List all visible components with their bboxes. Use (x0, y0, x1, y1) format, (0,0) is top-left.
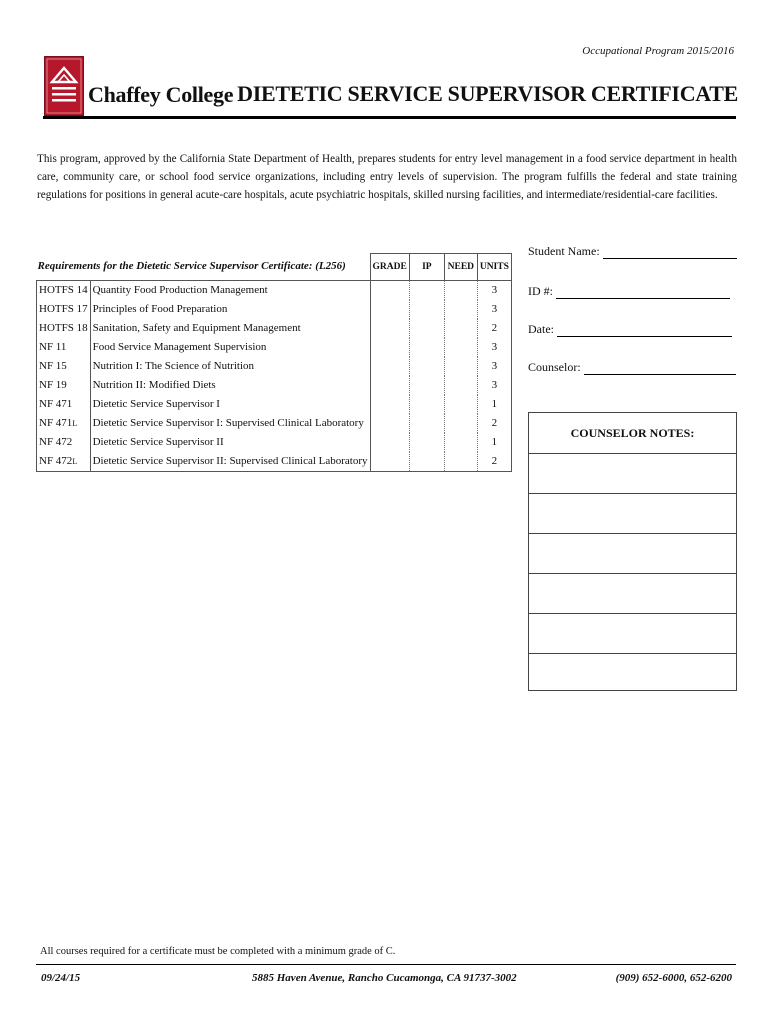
requirements-heading: Requirements for the Dietetic Service Supervisor Certificate: (L256) (37, 260, 346, 273)
course-code: HOTFS 18 (37, 319, 91, 338)
course-title: Food Service Management Supervision (90, 338, 370, 357)
course-title: Principles of Food Preparation (90, 300, 370, 319)
course-row (37, 376, 512, 395)
need-cell[interactable] (444, 452, 477, 472)
course-row (37, 281, 512, 301)
grade-cell[interactable] (370, 433, 409, 452)
course-title: Dietetic Service Supervisor I: Supervised Clinical Laboratory (90, 414, 370, 433)
need-cell[interactable] (444, 300, 477, 319)
counselor-notes-line[interactable] (529, 534, 736, 574)
counselor-notes-heading: COUNSELOR NOTES: (529, 413, 736, 454)
course-units: 3 (477, 376, 511, 395)
course-code: NF 11 (37, 338, 91, 357)
ip-cell[interactable] (409, 281, 444, 301)
grade-cell[interactable] (370, 414, 409, 433)
grade-cell[interactable] (370, 357, 409, 376)
certificate-title: DIETETIC SERVICE SUPERVISOR CERTIFICATE (237, 81, 738, 106)
id-label: ID #: (528, 284, 553, 298)
student-name-field[interactable] (528, 244, 737, 259)
ip-cell[interactable] (409, 414, 444, 433)
course-title: Nutrition II: Modified Diets (90, 376, 370, 395)
course-code: NF 471 (37, 395, 91, 414)
need-cell[interactable] (444, 319, 477, 338)
course-code: HOTFS 17 (37, 300, 91, 319)
footer-divider (36, 964, 736, 965)
column-header-ip: IP (409, 254, 444, 281)
college-name: Chaffey College (88, 82, 234, 107)
header-divider (43, 116, 736, 119)
grade-requirement-note: All courses required for a certificate must be completed with a minimum grade of C. (40, 946, 396, 957)
date-line[interactable] (557, 324, 732, 337)
grade-cell[interactable] (370, 300, 409, 319)
need-cell[interactable] (444, 357, 477, 376)
footer-phone: (909) 652-6000, 652-6200 (615, 972, 732, 984)
id-line[interactable] (556, 286, 730, 299)
course-units: 3 (477, 357, 511, 376)
course-row (37, 357, 512, 376)
ip-cell[interactable] (409, 433, 444, 452)
need-cell[interactable] (444, 433, 477, 452)
need-cell[interactable] (444, 338, 477, 357)
ip-cell[interactable] (409, 357, 444, 376)
course-title: Sanitation, Safety and Equipment Management (90, 319, 370, 338)
course-row (37, 414, 512, 433)
ip-cell[interactable] (409, 300, 444, 319)
course-units: 3 (477, 300, 511, 319)
course-title: Dietetic Service Supervisor II (90, 433, 370, 452)
course-units: 2 (477, 414, 511, 433)
counselor-notes-line[interactable] (529, 454, 736, 494)
course-title: Dietetic Service Supervisor I (90, 395, 370, 414)
requirements-table (36, 253, 512, 472)
course-row (37, 319, 512, 338)
need-cell[interactable] (444, 376, 477, 395)
course-units: 1 (477, 433, 511, 452)
footer-address: 5885 Haven Avenue, Rancho Cucamonga, CA 91737-3002 (252, 972, 517, 984)
counselor-notes-line[interactable] (529, 614, 736, 654)
counselor-notes-line[interactable] (529, 654, 736, 693)
column-header-grade: GRADE (370, 254, 409, 281)
column-header-need: NEED (444, 254, 477, 281)
column-header-units: UNITS (477, 254, 511, 281)
course-row (37, 300, 512, 319)
course-units: 2 (477, 319, 511, 338)
course-code: NF 15 (37, 357, 91, 376)
program-year: Occupational Program 2015/2016 (582, 45, 734, 57)
course-units: 3 (477, 338, 511, 357)
course-row (37, 452, 512, 472)
grade-cell[interactable] (370, 319, 409, 338)
date-label: Date: (528, 322, 554, 336)
course-code: HOTFS 14 (37, 281, 91, 301)
need-cell[interactable] (444, 395, 477, 414)
id-field[interactable] (528, 284, 730, 299)
ip-cell[interactable] (409, 319, 444, 338)
ip-cell[interactable] (409, 338, 444, 357)
course-title: Nutrition I: The Science of Nutrition (90, 357, 370, 376)
course-units: 3 (477, 281, 511, 301)
student-name-label: Student Name: (528, 244, 600, 258)
grade-cell[interactable] (370, 338, 409, 357)
course-code: NF 19 (37, 376, 91, 395)
college-logo (44, 56, 84, 116)
grade-cell[interactable] (370, 281, 409, 301)
grade-cell[interactable] (370, 395, 409, 414)
course-code: NF 472 (37, 433, 91, 452)
ip-cell[interactable] (409, 395, 444, 414)
course-row (37, 395, 512, 414)
ip-cell[interactable] (409, 452, 444, 472)
need-cell[interactable] (444, 414, 477, 433)
student-name-line[interactable] (603, 246, 737, 259)
program-description: This program, approved by the California State Department of Health, prepares students for entry level management in a food service department in health care, community care, or school food service organizations, including entry levels of supervision. The program fulfills the federal and state training regulations for positions in general acute-care hospitals, acute psychiatric hospitals, skilled nursing facilities, and intermediate/residential-care facilities. (37, 153, 737, 201)
grade-cell[interactable] (370, 452, 409, 472)
counselor-notes-line[interactable] (529, 574, 736, 614)
counselor-notes-line[interactable] (529, 494, 736, 534)
course-title: Dietetic Service Supervisor II: Supervised Clinical Laboratory (90, 452, 370, 472)
course-units: 1 (477, 395, 511, 414)
date-field[interactable] (528, 322, 732, 337)
counselor-label: Counselor: (528, 360, 581, 374)
course-code: NF 472L (37, 452, 91, 472)
counselor-line[interactable] (584, 362, 736, 375)
counselor-field[interactable] (528, 360, 736, 375)
need-cell[interactable] (444, 281, 477, 301)
course-row (37, 433, 512, 452)
counselor-notes-box (528, 412, 737, 691)
course-title: Quantity Food Production Management (90, 281, 370, 301)
course-units: 2 (477, 452, 511, 472)
ip-cell[interactable] (409, 376, 444, 395)
grade-cell[interactable] (370, 376, 409, 395)
course-row (37, 338, 512, 357)
footer-date: 09/24/15 (41, 972, 81, 984)
course-code: NF 471L (37, 414, 91, 433)
